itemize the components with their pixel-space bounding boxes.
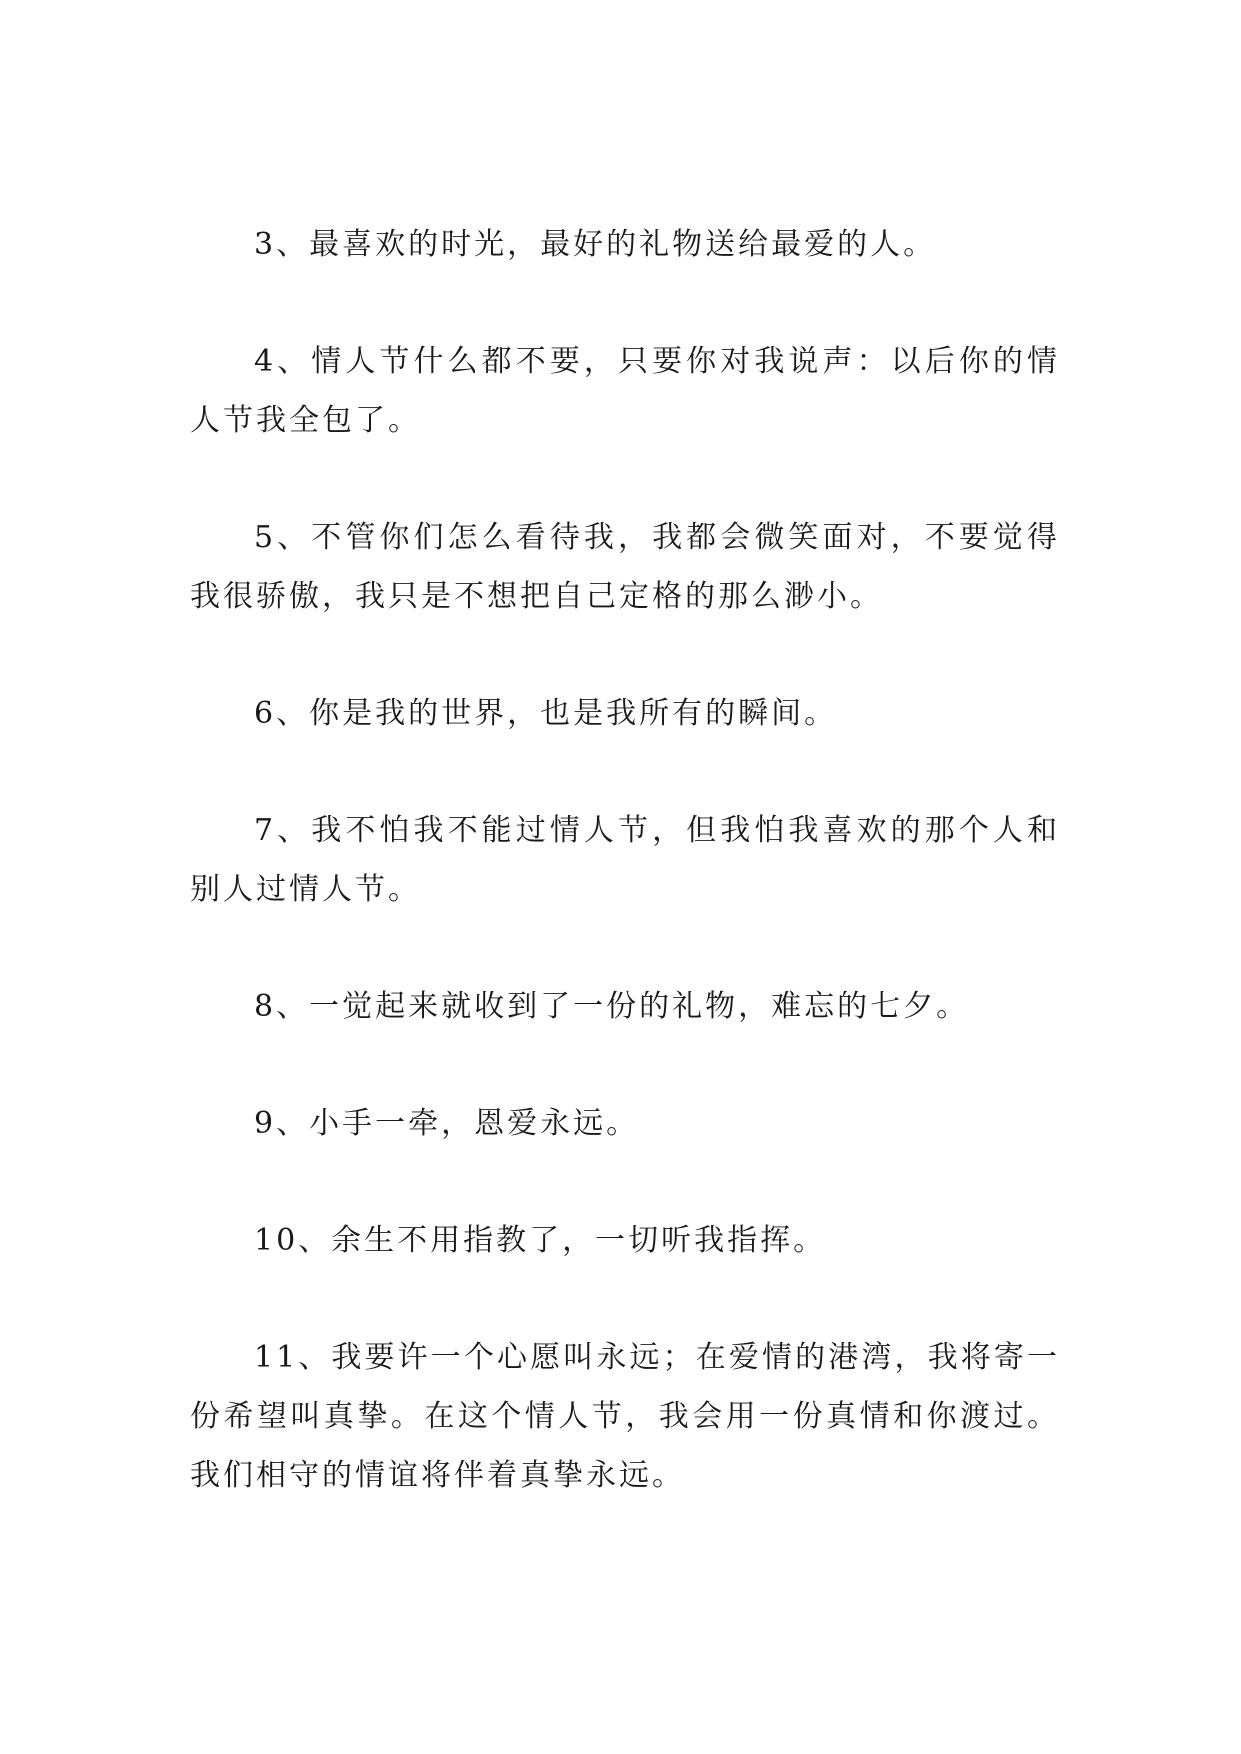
paragraph-10: 10、余生不用指教了，一切听我指挥。 <box>254 1223 827 1258</box>
paragraph-4: 4、情人节什么都不要，只要你对我说声：以后你的情人节我全包了。 <box>190 344 1060 438</box>
paragraph-9: 9、小手一牵，恩爱永远。 <box>254 1106 640 1141</box>
paragraph-7: 7、我不怕我不能过情人节，但我怕我喜欢的那个人和别人过情人节。 <box>190 813 1060 907</box>
paragraph-11: 11、我要许一个心愿叫永远；在爱情的港湾，我将寄一份希望叫真挚。在这个情人节，我会用一份真情和你渡过。我们相守的情谊将伴着真挚永远。 <box>190 1340 1060 1493</box>
paragraph-3: 3、最喜欢的时光，最好的礼物送给最爱的人。 <box>254 227 937 262</box>
paragraph-5: 5、不管你们怎么看待我，我都会微笑面对，不要觉得我很骄傲，我只是不想把自己定格的那么渺小。 <box>190 520 1060 614</box>
document-body <box>190 215 1060 1563</box>
paragraph-8: 8、一觉起来就收到了一份的礼物，难忘的七夕。 <box>254 989 970 1024</box>
paragraph-6: 6、你是我的世界，也是我所有的瞬间。 <box>254 696 838 731</box>
